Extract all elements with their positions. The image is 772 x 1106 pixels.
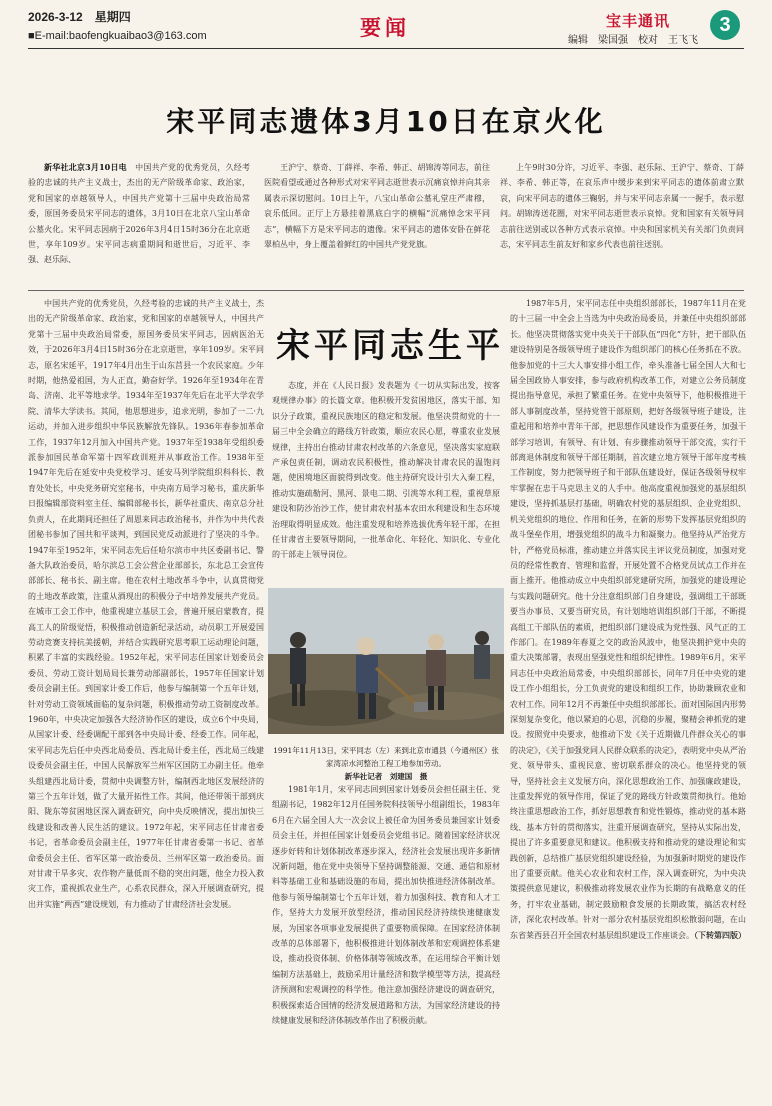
biography-col-1 — [28, 296, 264, 1092]
biography-text-3: 1987年5月，宋平同志任中央组织部部长，1987年11月在党的十三届一中全会上当选为中央政治局委员，并兼任中央组织部部长。他坚决贯彻落实党中央关于干部队伍“四化”方针，把干部队伍建设特别是各级领导班子建设作为组织部门的核心任务抓在不放。他参加党的十三大人事安排小组工作，牵头准备七届全国人大和七届全国政协人事安排，参与政府机构改革工作，对建立公务员制度提出指导意见，承担了繁重任务。在党中央领导下，他积极推进干部人事制度改革，坚持党管干部原则，把好各级领导班子建设，注重起用和培养中青年干部，把思想作风建设作为重要任务，加强干部学习培训，有领导、有计划、有步骤推动领导干部交流，实行干部离退休制度和领导干部任期制，首次建立地方领导干部年度考核工作制度，努力把领导班子和干部队伍建设好，保证各级领导权牢牢掌握在忠于马克思主义的人手中。他高度重视加强党的基层组织建设，坚持抓基层打基础，明确农村党的基层组织、企业党组织、机关党组织的地位、作用和任务，在新的形势下发挥基层党组织的战斗堡垒作用，增强党组织的战斗力和凝聚力。他坚持从严治党方针，严格党员标准，推动建立并落实民主评议党员制度，加强对党员的经常性教育、管理和监督，开展处置不合格党员试点工作并在面上推开。他推动成立中央组织部党建研究所，加强党的建设理论与实践问题研究。他十分注意组织部门自身建设，强调组工干部既要当办事员、又要当研究员，有计划地培训组织部门干部，不断提高组工干部队伍的素质，把组织部门建设成为党性强、风气正的工作部门。在1989年春夏之交的政治风波中，他坚决拥护党中央的重大决策部署，表现出坚强党性和组织纪律性。1989年6月，宋平同志任中央政治局常委，中央组织部部长，同年7月任中央党的建设工作小组组长，分工负责党的建设和组织工作，协助兼顾农业和农村工作。同年12月不再兼任中央组织部部长。面对国际国内形势深刻复杂变化，他以紧迫的心思，沉稳的步履，聚精会神抓党的建设。按照党中央要求，他推动下发《关于近期做几件群众关心的事的决定》，《关于加强党同人民群众联系的决定》，表明党中央从严治党、领导带头、重视民意、密切联系群众的决心。他坚持党的领导，坚持社会主义发展方向，深化思想政治工作、加强廉政建设，注重发挥党的领导作用，保证了党的路线方针政策贯彻执行。他始终注重思想政治工作，抓好思想教育和党性锻炼，推动党的基本路线、基本方针的贯彻落实，注重开展调查研究，坚持从实际出发，提出了许多重要意见和建议。他积极支持和推动党的建设理论和实践创新，总结推广基层党组织建设经验，为加强新时期党的建设作出了重要贡献。他关心农业和农村工作，深入调查研究，为中央决策提供意见建议，积极推动将发展农业作为长期的有战略意义的任务，打牢农业基础，制定鼓励粮食发展的长期政策，搞活农村经济，深化农村改革。针对一部分农村基层党组织松散弱问题，在山东省莱西县召开全国农村基层组织建设工作座谈会。 — [510, 299, 746, 940]
lead-article-text-1: 中国共产党的优秀党员，久经考验的忠诚的共产主义战士，杰出的无产阶级革命家、政治家，党和国家的卓越领导人，中国共产党第十三届中央政治局常委，原国务委员宋平同志的遗体，3月10日在北京八宝山革命公墓火化。宋平同志因病于2026年3月4日15时36分在北京逝世，享年109岁。宋平同志病重期间和逝世后，习近平、李强、赵乐际、 — [28, 163, 250, 265]
photo-illustration — [268, 588, 504, 734]
biography-col-2-bottom — [272, 782, 500, 1092]
biography-col-2-top — [272, 378, 500, 584]
header-divider — [28, 48, 744, 49]
photo-caption — [272, 744, 500, 783]
biography-text-2a: 态度，并在《人民日报》发表题为《一切从实际出发，按客观规律办事》的长篇文章。他积极开发贫困地区，落实干部、知识分子政策，重视民族地区的稳定和发展。他坚决贯彻党的十一届三中全会确立的路线方针政策，顺应农民心愿，尊重农业发展规律，主持出台推动甘肃农村改革的六条意见，坚决落实家庭联产承包责任制，调动农民积极性，推动解决甘肃农民的温饱问题，使困境地区面貌得到改变。他主持研究设计引大入秦工程，推动实施疏勒河、黑河、景电二期、引洮等水利工程，重视草原建设和防沙治沙工作，使甘肃农村基本农田水利建设和生态环境治理取得明显成效。他注重发现和培养选拔优秀年轻干部，在担任甘肃省主要领导期间，一批革命化、年轻化、知识化、专业化的干部走上领导岗位。 — [272, 381, 500, 560]
lead-article-col-3 — [500, 160, 744, 280]
worker-figure-far-right — [474, 631, 490, 679]
masthead — [28, 8, 744, 64]
issue-date: 2026-3-12 星期四 — [28, 10, 131, 24]
biography-text-2b: 1981年1月，宋平同志回到国家计划委员会担任副主任、党组副书记，1982年12月任国务院科技领导小组副组长，1983年6月在六届全国人大一次会议上被任命为国务委员兼国家计划委员会主任，并担任国家计划委员会党组书记。随着国家经济状况逐步好转和计划体制改革逐步深入，经济社会发展出现许多新情况新问题，他在党中央领导下坚持调整能源、交通、通信和原材料等基础工业和基础设施的布局，提出加快推进经济体制改革。他参与领导编制第七个五年计划，着力加强科技、教育和人才工作，坚持大力发展开放型经济，推动国民经济持续快速健康发展，为国家各项事业发展提供了重要物质保障。在国家经济体制改革的总体部署下，他积极推进计划体制改革和宏观调控体系建设，推动投资体制、价格体制等领域改革，在运用综合平衡计划编制方法基础上，鼓励采用计量经济和数学模型等方法，提高经济预测和宏观调控的科学性。他注意加强经济建设的调查研究，积极探索适合国情的经济发展道路和方法，为国家经济建设的持续健康发展和经济体制改革作出了积极贡献。 — [272, 785, 500, 1026]
biography-text-1: 中国共产党的优秀党员，久经考验的忠诚的共产主义战士，杰出的无产阶级革命家、政治家，党和国家的卓越领导人，中国共产党第十三届中央政治局常委，原国务委员宋平同志，因病医治无效，于2026年3月4日15时36分在北京逝世，享年109岁。宋平同志，原名宋延平，1917年4月出生于山东莒县一个农民家庭。少年时期，他热爱祖国，为人正直，勤奋好学。1926年至1934年在青岛、济南、北平等地求学。1934年至1937年先后在北平大学农学院、清华大学读书。其间，他思想进步，追求光明，参加了一二·九运动，并加入进步组织中华民族解放先锋队。1936年春参加革命工作，1937年12月加入中国共产党。1937年至1938年受组织委派参加国民革命军第十四军政训班并从事政治工作。1938年至1947年先后在延安中央党校学习、延安马列学院组织科科长、教育处处长，中央党务研究室秘书，中央南方局学习秘书，重庆新华日报编辑部资料室主任、编辑部秘书长，新华社重庆、南京总分社负责人，在此期间还担任了周恩来同志政治秘书，并作为中共代表团秘书参加了国共和平谈判，到国民党反动派进行了坚决的斗争。1947年至1952年，宋平同志先后任哈尔滨市中共区委副书记、警备大队政治委员，哈尔滨总工会公营企业部部长，东北总工会宣传部部长、秘书长、副主席。他在农村土地改革斗争中，认真贯彻党的土地改革政策，注重从酒现出的积极分子中培养发展共产党员。在城市工会工作中，他重视建立基层工会，普遍开展启蒙教育，提高工人的阶级觉悟，积极推动创造新纪录活动，动员职工开展爱国劳动竞赛支持抗美援朝，并结合实践研究思考职工运动理论问题，积累了丰富的实践经验。1952年起，宋平同志任国家计划委员会委员、劳动工资计划局局长兼劳动部副部长，1957年任国家计划委员会副主任。到国家计委工作后，他参与编制第一个五年计划，针对劳动工资领域面临的复杂问题，积极推动劳动工资制度改革。1960年，中央决定加强各大经济协作区的建设，成立6个中央局，从国家计委、经委调配干部到各中央局计委、经委工作。同年起，宋平同志先后任中央西北局委员、西北局计委主任，西北局三线建设委员会副主任，中国人民解放军兰州军区国防工办副主任。他牵头组建西北局计委，贯彻中央调整方针，编制西北地区发展经济的第三个五年计划，做了大量开拓性工作。其间，他还带领干部到庆阳、陇东等贫困地区深入调查研究，向中央反映情况，提出加快三线建设和改善人民生活的建议。1972年起，宋平同志任甘肃省委书记，省革命委员会副主任，1977年任甘肃省委第一书记、省革命委员会主任、省军区第一政治委员、兰州军区第一政治委员。面对甘肃干旱多灾、农作物产量低而不稳的突出问题，他全力投入救灾工作，重视抓农业生产，心系农民群众，深入开展调查研究，提出并实施“两西”建设规划，有力推动了甘肃经济社会发展。 — [28, 299, 264, 909]
main-headline: 宋平同志遗体3月10日在京火化 — [166, 105, 606, 138]
lead-article-col-2 — [264, 160, 490, 280]
section-title: 要闻 — [360, 16, 410, 40]
dateline: 新华社北京3月10日电 — [44, 162, 127, 172]
biography-col-3 — [510, 296, 746, 1092]
contact-email[interactable]: ■E-mail:baofengkuaibao3@163.com — [28, 30, 207, 42]
news-photo — [268, 588, 504, 734]
photo-caption-text: 1991年11月13日，宋平同志（左）来到北京市通县（今通州区）张家湾凉水河整治工程工地参加劳动。 — [273, 746, 499, 768]
lead-article-col-1 — [28, 160, 250, 280]
editor-credits: 编辑 梁国强 校对 王飞飞 — [568, 35, 698, 46]
continued-notice: （下转第四版） — [694, 929, 746, 940]
newspaper-logo: 宝丰通讯 — [606, 12, 671, 30]
lead-article-text-2: 王沪宁、蔡奇、丁薛祥、李希、韩正、胡锦涛等同志，前往医院看望或通过各种形式对宋平同志逝世表示沉痛哀悼并向其亲属表示深切慰问。10日上午，八宝山革命公墓礼堂庄严肃穆，哀乐低回。正厅上方悬挂着黑底白字的横幅“沉痛悼念宋平同志”，横幅下方是宋平同志的遗像。宋平同志的遗体安卧在鲜花翠柏丛中，身上覆盖着鲜红的中国共产党党旗。 — [264, 163, 490, 250]
photo-credit: 新华社记者 刘建国 摄 — [344, 772, 428, 781]
lead-article-text-3: 上午9时30分许，习近平、李强、赵乐际、王沪宁、蔡奇、丁薛祥、李希、韩正等，在哀乐声中缓步来到宋平同志的遗体前肃立默哀，向宋平同志的遗体三鞠躬，并与宋平同志亲属一一握手，表示慰问。胡锦涛送花圈，对宋平同志逝世表示哀悼。党和国家有关领导同志前往送别或以各种方式表示哀悼。中央和国家机关有关部门负责同志，宋平同志生前友好和家乡代表也前往送别。 — [500, 163, 744, 250]
article-divider — [28, 290, 744, 291]
biography-headline: 宋平同志生平 — [276, 326, 504, 366]
page-number-badge: 3 — [710, 10, 740, 40]
